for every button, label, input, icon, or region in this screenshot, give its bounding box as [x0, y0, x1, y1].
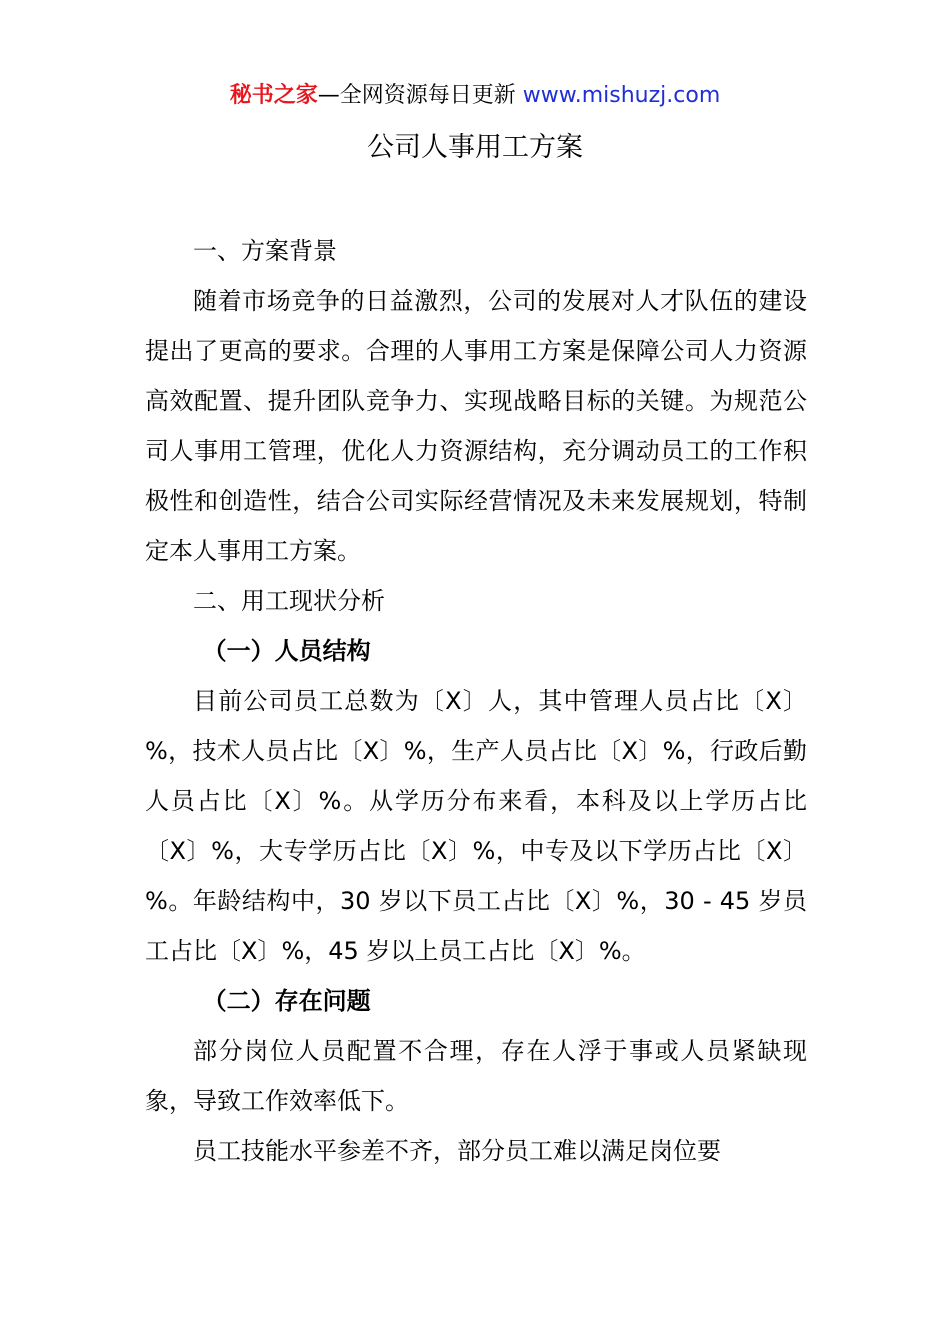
subheading-staff-structure: （一）人员结构: [202, 637, 371, 665]
brand-name: 秘书之家: [229, 83, 318, 108]
paragraph-staff-structure: 目前公司员工总数为〔X〕人，其中管理人员占比〔X〕%，技术人员占比〔X〕%，生产人员占比〔X〕%，行政后勤人员占比〔X〕%。从学历分布来看，本科及以上学历占比〔X〕%，大专学历占比〔X〕%，中专及以下学历占比〔X〕%。年龄结构中，30 岁以下员工占比〔X〕%，30 - 45 岁员工占比〔X〕%，45 岁以上员工占比〔X〕%。: [145, 687, 807, 965]
document-title: 公司人事用工方案: [367, 132, 583, 163]
paragraph-background: 随着市场竞争的日益激烈，公司的发展对人才队伍的建设提出了更高的要求。合理的人事用工方案是保障公司人力资源高效配置、提升团队竞争力、实现战略目标的关键。为规范公司人事用工管理，优化人力资源结构，充分调动员工的工作积极性和创造性，结合公司实际经营情况及未来发展规划，特制定本人事用工方案。: [145, 287, 807, 565]
section-heading-background: 一、方案背景: [193, 237, 337, 265]
site-header: [0, 80, 950, 112]
paragraph-problem-skills: 员工技能水平参差不齐，部分员工难以满足岗位要: [193, 1137, 721, 1165]
section-heading-status-analysis: 二、用工现状分析: [193, 587, 385, 615]
subheading-existing-problems: （二）存在问题: [202, 987, 371, 1015]
site-tagline: —全网资源每日更新: [317, 83, 523, 108]
paragraph-problem-staffing: 部分岗位人员配置不合理，存在人浮于事或人员紧缺现象，导致工作效率低下。: [145, 1037, 807, 1115]
document-body: [145, 226, 807, 1176]
site-url-link[interactable]: www.mishuzj.com: [522, 83, 721, 108]
